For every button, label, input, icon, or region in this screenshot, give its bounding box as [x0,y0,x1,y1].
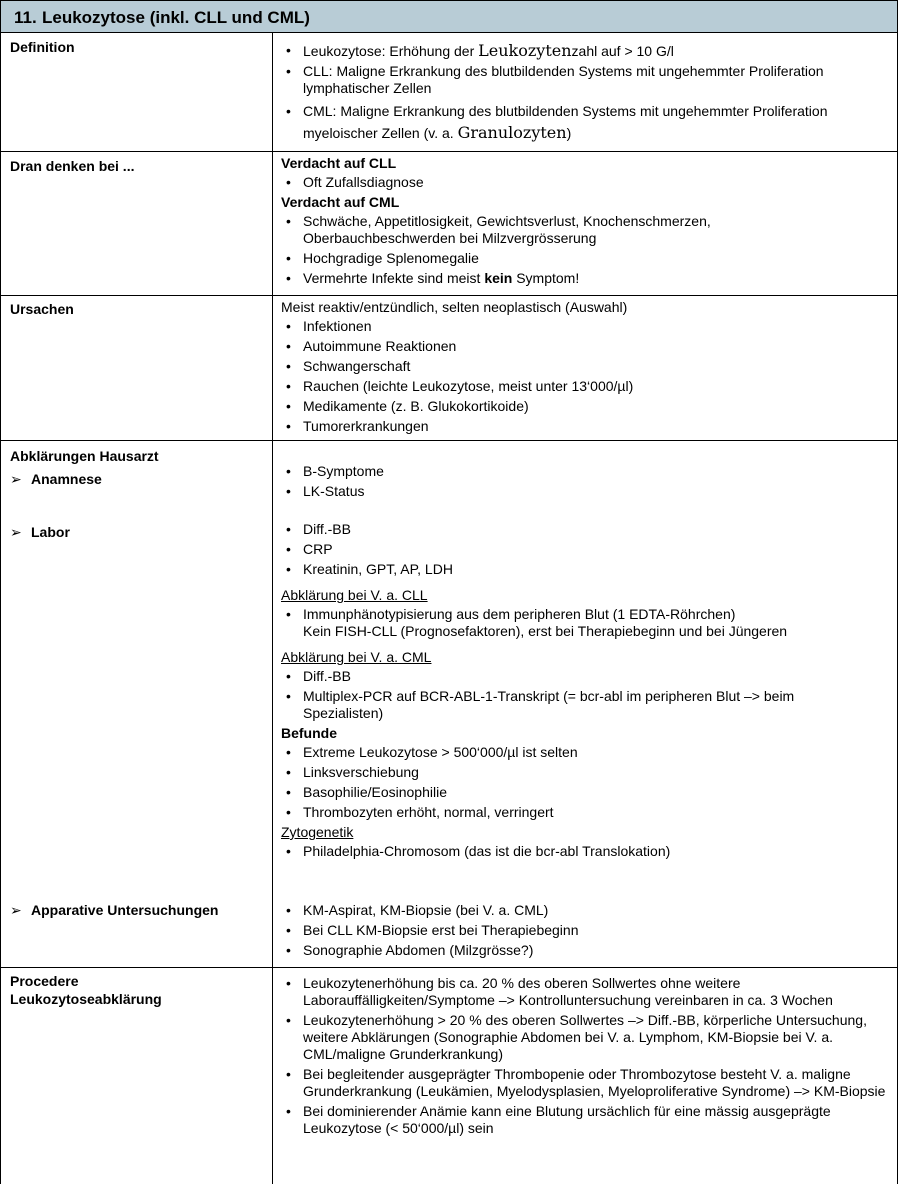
procedere-label: Procedere Leukozytoseabklärung [10,973,162,1007]
befunde-list [281,744,881,821]
cml-workup-heading: Abklärung bei V. a. CML [281,649,432,665]
anamnese-content [281,463,881,503]
list-item: • Bei begleitender ausgeprägter Thrombopenie oder Thrombozytose besteht V. a. maligne Grunderkrankung (Leukämien, Myelodysplasien, Myeloproliferative Syndrome) –> KM-Biopsie [281,1066,888,1100]
list-item: • Schwäche, Appetitlosigkeit, Gewichtsverlust, Knochenschmerzen, Oberbauchbeschwerden bei Milzvergrösserung [281,213,803,247]
cml-suspicion-list [281,213,881,287]
section-title-bar [0,0,898,33]
list-item: • Bei CLL KM-Biopsie erst bei Therapiebeginn [281,922,881,939]
list-item: • Sonographie Abdomen (Milzgrösse?) [281,942,881,959]
row-label-cell [1,441,273,967]
zytogenetik-heading: Zytogenetik [281,824,354,840]
list-item: • Kreatinin, GPT, AP, LDH [281,561,881,578]
section-number: 11. [14,8,37,27]
dran-denken-content [281,155,881,290]
list-item: • Leukozytenerhöhung > 20 % des oberen Sollwertes –> Diff.-BB, körperliche Untersuchung, weitere Abklärungen (Sonographie Abdomen bei V. a. Lymphom, KM-Biopsie bei V. a. CML/maligne Grunderkrankung) [281,1012,888,1063]
list-item: • Diff.-BB [281,668,881,685]
list-item: • Leukozytose: Erhöhung der Leukozytenzahl auf > 10 G/l [281,42,881,60]
list-item: • Linksverschiebung [281,764,881,781]
list-item: • Medikamente (z. B. Glukokortikoide) [281,398,881,415]
list-item: • KM-Aspirat, KM-Biopsie (bei V. a. CML) [281,902,881,919]
befunde-heading: Befunde [281,725,337,741]
list-item: • CRP [281,541,881,558]
list-item: • Rauchen (leichte Leukozytose, meist unter 13‘000/µl) [281,378,881,395]
list-item: • Multiplex-PCR auf BCR-ABL-1-Transkript (= bcr-abl im peripheren Blut –> beim Spezialisten) [281,688,863,722]
arrow-icon: ➢ [10,524,22,540]
list-item: • LK-Status [281,483,881,500]
anamnese-label: ➢ Anamnese [10,471,102,487]
section-title-text: Leukozytose (inkl. CLL und CML) [42,8,310,27]
cml-suspicion-heading: Verdacht auf CML [281,194,400,210]
apparativ-label: ➢ Apparative Untersuchungen [10,902,219,918]
section-title [1,1,897,28]
definition-content [281,42,881,147]
arrow-icon: ➢ [10,902,22,918]
list-item: • CLL: Maligne Erkrankung des blutbildenden Systems mit ungehemmter Proliferation lymphatischer Zellen [281,63,843,97]
cll-workup-list [281,606,881,640]
list-item: • Basophilie/Eosinophilie [281,784,881,801]
list-item: • Extreme Leukozytose > 500‘000/µl ist selten [281,744,881,761]
dran-denken-label: Dran denken bei ... [10,158,135,174]
labor-list [281,521,881,578]
cll-suspicion-heading: Verdacht auf CLL [281,155,397,171]
labor-label: ➢ Labor [10,524,70,540]
row-ursachen [0,296,898,441]
list-item: • Immunphänotypisierung aus dem peripheren Blut (1 EDTA-Röhrchen) Kein FISH-CLL (Prognosefaktoren), erst bei Therapiebeginn und bei Jüngeren [281,606,881,640]
list-item: • Autoimmune Reaktionen [281,338,881,355]
list-item: • Hochgradige Splenomegalie [281,250,881,267]
list-item: • Vermehrte Infekte sind meist kein Symptom! [281,270,881,287]
list-item: • Leukozytenerhöhung bis ca. 20 % des oberen Sollwertes ohne weitere Laborauffälligkeiten/Symptome –> Kontrolluntersuchung vereinbaren in ca. 3 Wochen [281,975,863,1009]
list-item: • Schwangerschaft [281,358,881,375]
row-definition [0,33,898,152]
list-item: • CML: Maligne Erkrankung des blutbildenden Systems mit ungehemmter Proliferation myeloischer Zellen (v. a. Granulozyten) [281,100,881,144]
ursachen-list [281,318,881,435]
definition-list [281,42,881,144]
zytogenetik-list [281,843,881,860]
abklaerungen-label: Abklärungen Hausarzt [10,448,159,464]
arrow-icon: ➢ [10,471,22,487]
anamnese-list [281,463,881,500]
procedere-content [281,975,886,1140]
procedere-list [281,975,886,1137]
list-item: • Philadelphia-Chromosom (das ist die bcr-abl Translokation) [281,843,881,860]
ursachen-content [281,299,881,438]
list-item: • Infektionen [281,318,881,335]
list-item: • Diff.-BB [281,521,881,538]
definition-label: Definition [10,39,75,55]
list-item: • B-Symptome [281,463,881,480]
cll-suspicion-list [281,174,881,191]
apparativ-content [281,902,881,962]
labor-content [281,521,881,863]
row-procedere [0,968,898,1184]
list-item: • Tumorerkrankungen [281,418,881,435]
row-abklaerungen [0,441,898,968]
ursachen-intro: Meist reaktiv/entzündlich, selten neoplastisch (Auswahl) [281,299,628,315]
ursachen-label: Ursachen [10,301,74,317]
list-item: • Thrombozyten erhöht, normal, verringert [281,804,881,821]
cml-workup-list [281,668,881,722]
list-item: • Bei dominierender Anämie kann eine Blutung ursächlich für eine mässig ausgeprägte Leukozytose (< 50‘000/µl) sein [281,1103,863,1137]
cll-workup-heading: Abklärung bei V. a. CLL [281,587,428,603]
row-dran-denken [0,152,898,296]
list-item: • Oft Zufallsdiagnose [281,174,881,191]
apparativ-list [281,902,881,959]
